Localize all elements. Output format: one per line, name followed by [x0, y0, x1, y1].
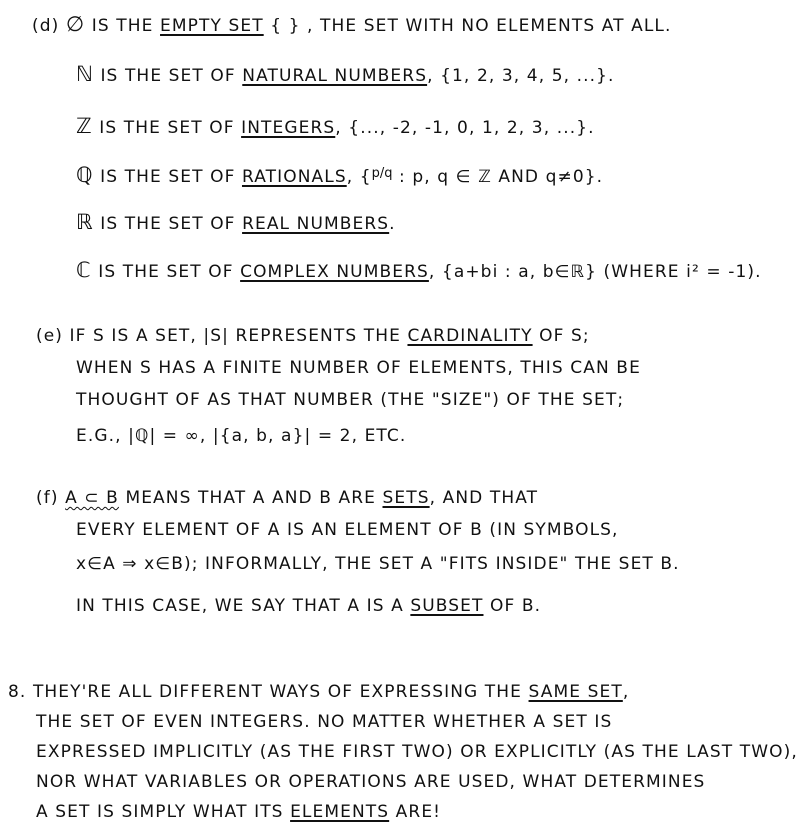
part-f-line-3: x∈A ⇒ x∈B); INFORMALLY, THE SET A "FITS INSIDE" THE SET B. [76, 554, 680, 574]
part-f-line-2: EVERY ELEMENT OF A IS AN ELEMENT OF B (IN SYMBOLS, [76, 520, 619, 540]
part-f-text-1b: , AND THAT [429, 488, 539, 508]
part-f-label: (f) [36, 488, 59, 508]
sets-term: SETS [382, 488, 430, 508]
rationals-text-1: IS THE SET OF [100, 167, 236, 187]
reals-text-1: IS THE SET OF [100, 214, 236, 234]
part-e-label: (e) [36, 326, 64, 346]
part-f-text-1a: MEANS THAT A AND B ARE [125, 488, 376, 508]
part-e-line-3: THOUGHT OF AS THAT NUMBER (THE "SIZE") OF THE SET; [76, 390, 625, 410]
complex-line [76, 258, 762, 284]
reals-text-2: . [389, 214, 396, 234]
part-f-text-4a: IN THIS CASE, WE SAY THAT A IS A [76, 596, 404, 616]
integers-text-1: IS THE SET OF [99, 118, 235, 138]
rationals-text-2b: : p, q ∈ ℤ AND q≠0}. [392, 167, 604, 187]
part-e-text-1a: IF S IS A SET, |S| REPRESENTS THE [69, 326, 401, 346]
integers-symbol: ℤ [76, 114, 93, 138]
integers-text-2: , {..., -2, -1, 0, 1, 2, 3, ...}. [335, 118, 595, 138]
empty-set-term: EMPTY SET [160, 16, 264, 36]
answer-8-text-5a: A SET IS SIMPLY WHAT ITS [36, 802, 284, 822]
part-f-text-4b: OF B. [490, 596, 542, 616]
answer-8-text-1a: THEY'RE ALL DIFFERENT WAYS OF EXPRESSING THE [32, 682, 523, 702]
answer-8-line-1 [8, 680, 629, 704]
cardinality-term: CARDINALITY [407, 326, 533, 346]
rationals-fraction: p/q [371, 166, 393, 181]
part-d-empty-set-line [32, 12, 672, 38]
complex-symbol: ℂ [76, 258, 92, 282]
naturals-term: NATURAL NUMBERS [242, 66, 428, 86]
answer-8-line-5 [36, 800, 441, 824]
empty-set-text-2: { } , THE SET WITH NO ELEMENTS AT ALL. [270, 16, 672, 36]
part-f-line-4 [76, 594, 541, 618]
rationals-symbol: ℚ [76, 163, 94, 187]
part-d-label: (d) [32, 16, 60, 36]
answer-8-text-5b: ARE! [395, 802, 442, 822]
empty-set-text-1: IS THE [91, 16, 154, 36]
complex-text-2: , {a+bi : a, b∈ℝ} (WHERE i² = -1). [428, 262, 762, 282]
naturals-text-1: IS THE SET OF [100, 66, 236, 86]
part-e-line-1 [36, 324, 590, 348]
rationals-term: RATIONALS [241, 167, 347, 187]
answer-8-line-4: NOR WHAT VARIABLES OR OPERATIONS ARE USED, WHAT DETERMINES [36, 772, 706, 792]
answer-8-line-3: EXPRESSED IMPLICITLY (AS THE FIRST TWO) OR EXPLICITLY (AS THE LAST TWO), [36, 742, 798, 762]
complex-term: COMPLEX NUMBERS [240, 262, 429, 282]
subset-term: SUBSET [410, 596, 484, 616]
naturals-symbol: ℕ [76, 62, 94, 86]
rationals-line [76, 162, 603, 189]
part-f-line-1 [36, 486, 538, 510]
rationals-text-2a: , { [346, 167, 372, 187]
empty-set-symbol: ∅ [65, 12, 86, 36]
reals-line [76, 210, 396, 236]
naturals-line [76, 62, 615, 88]
answer-8-label: 8. [8, 682, 27, 702]
part-e-text-1b: OF S; [539, 326, 590, 346]
part-e-line-2: WHEN S HAS A FINITE NUMBER OF ELEMENTS, THIS CAN BE [76, 358, 641, 378]
part-e-line-4: E.G., |ℚ| = ∞, |{a, b, a}| = 2, ETC. [76, 426, 407, 446]
reals-symbol: ℝ [76, 210, 94, 234]
integers-term: INTEGERS [241, 118, 336, 138]
answer-8-text-1b: , [622, 682, 630, 702]
same-set-term: SAME SET [528, 682, 623, 702]
naturals-text-2: , {1, 2, 3, 4, 5, ...}. [427, 66, 615, 86]
reals-term: REAL NUMBERS [242, 214, 390, 234]
answer-8-line-2: THE SET OF EVEN INTEGERS. NO MATTER WHETHER A SET IS [36, 712, 613, 732]
integers-line [76, 114, 595, 140]
elements-term: ELEMENTS [290, 802, 390, 822]
complex-text-1: IS THE SET OF [98, 262, 234, 282]
subset-notation: A ⊂ B [65, 488, 119, 508]
